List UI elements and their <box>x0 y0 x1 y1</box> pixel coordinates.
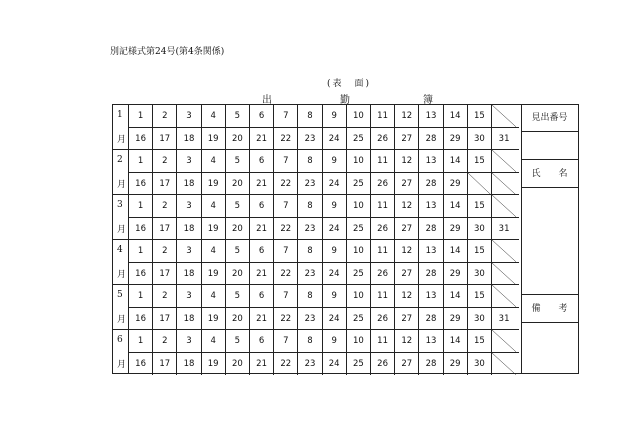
day-cell[interactable]: 9 <box>323 105 347 127</box>
day-cell[interactable]: 5 <box>226 195 250 217</box>
day-row <box>129 352 519 375</box>
day-cell[interactable]: 7 <box>274 285 298 307</box>
slashed-cell <box>492 285 516 307</box>
day-cell[interactable]: 24 <box>323 128 347 150</box>
day-cell[interactable]: 29 <box>444 173 468 195</box>
month-number: 2 <box>117 155 123 165</box>
day-cell[interactable]: 5 <box>226 240 250 262</box>
slashed-cell <box>492 173 516 195</box>
reference-number-field[interactable] <box>521 132 578 160</box>
day-cell[interactable]: 30 <box>468 308 492 330</box>
day-cell[interactable]: 14 <box>444 330 468 352</box>
day-cell[interactable]: 3 <box>177 240 201 262</box>
day-cell[interactable]: 19 <box>202 173 226 195</box>
day-row <box>129 172 519 195</box>
day-cell[interactable]: 8 <box>298 105 322 127</box>
day-cell[interactable]: 19 <box>202 308 226 330</box>
day-cell[interactable]: 8 <box>298 330 322 352</box>
title-part-3: 簿 <box>423 95 433 106</box>
day-cell[interactable]: 27 <box>395 308 419 330</box>
day-cell[interactable]: 23 <box>298 263 322 285</box>
day-cell[interactable]: 22 <box>274 218 298 240</box>
day-cell[interactable]: 23 <box>298 353 322 375</box>
day-cell[interactable]: 28 <box>419 353 443 375</box>
day-cell[interactable]: 15 <box>468 285 492 307</box>
day-cell[interactable]: 20 <box>226 308 250 330</box>
day-row <box>129 262 519 285</box>
day-cell[interactable]: 6 <box>250 285 274 307</box>
day-cell[interactable]: 19 <box>202 263 226 285</box>
day-cell[interactable]: 24 <box>323 308 347 330</box>
day-cell[interactable]: 10 <box>347 240 371 262</box>
day-cell[interactable]: 28 <box>419 308 443 330</box>
day-cell[interactable]: 2 <box>153 195 177 217</box>
day-cell[interactable]: 12 <box>395 105 419 127</box>
slashed-cell <box>492 195 516 217</box>
day-cell[interactable]: 27 <box>395 218 419 240</box>
day-cell[interactable]: 31 <box>498 314 510 324</box>
day-cell[interactable]: 27 <box>395 353 419 375</box>
day-cell[interactable]: 11 <box>371 105 395 127</box>
slashed-cell <box>468 173 492 195</box>
day-cell[interactable]: 22 <box>274 308 298 330</box>
day-cell[interactable]: 25 <box>347 263 371 285</box>
day-row <box>129 217 519 240</box>
day-cell[interactable]: 3 <box>177 195 201 217</box>
day-cell[interactable]: 17 <box>153 263 177 285</box>
month-number: 6 <box>117 335 123 345</box>
remarks-label: 備 考 <box>521 295 578 323</box>
day-cell[interactable]: 1 <box>129 195 153 217</box>
day-cell[interactable]: 19 <box>202 128 226 150</box>
day-cell[interactable]: 13 <box>419 195 443 217</box>
day-cell[interactable]: 24 <box>323 218 347 240</box>
month-block <box>113 240 519 285</box>
day-cell[interactable]: 10 <box>347 330 371 352</box>
day-cell[interactable]: 25 <box>347 353 371 375</box>
day-cell[interactable]: 15 <box>468 330 492 352</box>
day-row <box>129 330 519 352</box>
day-cell[interactable]: 26 <box>371 308 395 330</box>
month-block <box>113 150 519 195</box>
month-label <box>113 195 129 239</box>
day-cell[interactable]: 4 <box>202 150 226 172</box>
day-cell[interactable]: 20 <box>226 173 250 195</box>
day-cell[interactable]: 18 <box>177 128 201 150</box>
day-cell[interactable]: 7 <box>274 105 298 127</box>
day-cell[interactable]: 20 <box>226 353 250 375</box>
month-block <box>113 285 519 330</box>
day-cell[interactable]: 16 <box>129 218 153 240</box>
day-cell[interactable]: 9 <box>323 150 347 172</box>
day-cell[interactable]: 10 <box>347 195 371 217</box>
day-cell[interactable]: 4 <box>202 285 226 307</box>
day-cell[interactable]: 19 <box>202 353 226 375</box>
month-number: 5 <box>117 290 123 300</box>
day-cell[interactable]: 31 <box>498 224 510 234</box>
day-cell[interactable]: 15 <box>468 240 492 262</box>
day-cell[interactable]: 3 <box>177 105 201 127</box>
day-cell[interactable]: 27 <box>395 173 419 195</box>
day-cell[interactable]: 12 <box>395 240 419 262</box>
slashed-cell <box>492 240 516 262</box>
day-cell[interactable]: 29 <box>444 353 468 375</box>
reference-number-label: 見出番号 <box>521 105 578 132</box>
day-cell[interactable]: 14 <box>444 150 468 172</box>
slashed-cell <box>492 105 516 127</box>
day-cell[interactable]: 20 <box>226 128 250 150</box>
day-cell[interactable]: 21 <box>250 308 274 330</box>
day-row <box>129 307 519 330</box>
month-number: 1 <box>117 110 123 120</box>
day-cell[interactable]: 3 <box>177 285 201 307</box>
day-cell[interactable]: 21 <box>250 128 274 150</box>
day-cell[interactable]: 8 <box>298 195 322 217</box>
day-row <box>129 240 519 262</box>
day-cell[interactable]: 6 <box>250 330 274 352</box>
day-cell[interactable]: 1 <box>129 105 153 127</box>
form-number: 別記様式第24号(第4条関係) <box>110 47 225 57</box>
day-cell[interactable]: 11 <box>371 150 395 172</box>
day-cell[interactable]: 14 <box>444 195 468 217</box>
month-label <box>113 330 129 374</box>
day-cell[interactable]: 28 <box>419 218 443 240</box>
side-panel <box>521 104 579 374</box>
month-block <box>113 195 519 240</box>
month-unit: 月 <box>117 315 127 325</box>
slashed-cell <box>492 353 516 375</box>
slashed-cell <box>492 330 516 352</box>
day-cell[interactable]: 24 <box>323 173 347 195</box>
day-cell[interactable]: 17 <box>153 308 177 330</box>
day-cell[interactable]: 3 <box>177 150 201 172</box>
day-cell[interactable]: 24 <box>323 353 347 375</box>
day-cell[interactable]: 7 <box>274 240 298 262</box>
day-cell[interactable]: 28 <box>419 173 443 195</box>
day-cell[interactable]: 17 <box>153 353 177 375</box>
day-cell[interactable]: 1 <box>129 150 153 172</box>
day-cell[interactable]: 15 <box>468 105 492 127</box>
day-cell[interactable]: 13 <box>419 150 443 172</box>
day-cell[interactable]: 26 <box>371 173 395 195</box>
month-block <box>113 105 519 150</box>
day-cell[interactable]: 12 <box>395 195 419 217</box>
day-cell[interactable]: 23 <box>298 173 322 195</box>
month-label <box>113 240 129 284</box>
day-row <box>129 105 519 127</box>
day-cell[interactable]: 10 <box>347 150 371 172</box>
day-cell[interactable]: 17 <box>153 173 177 195</box>
day-cell[interactable]: 7 <box>274 195 298 217</box>
day-cell[interactable]: 3 <box>177 330 201 352</box>
month-number: 4 <box>117 245 123 255</box>
month-label <box>113 150 129 194</box>
month-unit: 月 <box>117 360 127 370</box>
day-cell[interactable]: 8 <box>298 285 322 307</box>
day-cell[interactable]: 18 <box>177 263 201 285</box>
day-cell[interactable]: 4 <box>202 195 226 217</box>
day-cell[interactable]: 14 <box>444 240 468 262</box>
day-cell[interactable]: 2 <box>153 150 177 172</box>
day-cell[interactable]: 18 <box>177 353 201 375</box>
day-cell[interactable]: 30 <box>468 218 492 240</box>
day-cell[interactable]: 25 <box>347 173 371 195</box>
day-cell[interactable]: 6 <box>250 105 274 127</box>
day-cell[interactable]: 16 <box>129 353 153 375</box>
day-cell[interactable]: 18 <box>177 218 201 240</box>
day-cell[interactable]: 22 <box>274 128 298 150</box>
month-unit: 月 <box>117 135 127 145</box>
day-cell[interactable]: 9 <box>323 285 347 307</box>
title-part-2: 勤 <box>340 95 350 106</box>
day-cell[interactable]: 11 <box>371 195 395 217</box>
day-cell[interactable]: 2 <box>153 105 177 127</box>
day-cell[interactable]: 27 <box>395 263 419 285</box>
day-cell[interactable]: 30 <box>468 353 492 375</box>
day-cell[interactable]: 6 <box>250 150 274 172</box>
day-cell[interactable]: 21 <box>250 173 274 195</box>
day-cell[interactable]: 23 <box>298 128 322 150</box>
day-cell[interactable]: 7 <box>274 150 298 172</box>
day-cell[interactable]: 30 <box>468 128 492 150</box>
name-field[interactable] <box>521 188 578 295</box>
day-cell[interactable]: 9 <box>323 330 347 352</box>
day-cell[interactable]: 26 <box>371 263 395 285</box>
day-cell[interactable]: 14 <box>444 285 468 307</box>
day-cell[interactable]: 16 <box>129 128 153 150</box>
day-row <box>129 150 519 172</box>
day-cell[interactable]: 26 <box>371 353 395 375</box>
day-cell[interactable]: 4 <box>202 330 226 352</box>
day-cell[interactable]: 12 <box>395 285 419 307</box>
day-cell[interactable]: 26 <box>371 128 395 150</box>
day-cell[interactable]: 22 <box>274 353 298 375</box>
day-cell[interactable]: 29 <box>444 263 468 285</box>
day-cell[interactable]: 5 <box>226 285 250 307</box>
day-cell[interactable]: 16 <box>129 308 153 330</box>
day-cell[interactable]: 13 <box>419 240 443 262</box>
day-cell[interactable]: 20 <box>226 218 250 240</box>
day-cell[interactable]: 6 <box>250 240 274 262</box>
day-row <box>129 285 519 307</box>
day-cell[interactable]: 29 <box>444 218 468 240</box>
day-cell[interactable]: 9 <box>323 195 347 217</box>
day-cell[interactable]: 28 <box>419 263 443 285</box>
day-cell[interactable]: 8 <box>298 150 322 172</box>
day-cell[interactable]: 16 <box>129 173 153 195</box>
day-cell[interactable]: 13 <box>419 330 443 352</box>
day-cell[interactable]: 29 <box>444 308 468 330</box>
day-cell[interactable]: 11 <box>371 330 395 352</box>
day-cell[interactable]: 1 <box>129 285 153 307</box>
day-cell[interactable]: 27 <box>395 128 419 150</box>
day-cell[interactable]: 2 <box>153 330 177 352</box>
day-cell[interactable]: 31 <box>498 134 510 144</box>
surface-label: (表 面) <box>327 79 372 89</box>
slashed-cell <box>492 150 516 172</box>
day-cell[interactable]: 2 <box>153 285 177 307</box>
day-cell[interactable]: 17 <box>153 218 177 240</box>
day-cell[interactable]: 12 <box>395 330 419 352</box>
month-label <box>113 105 129 149</box>
day-cell[interactable]: 14 <box>444 105 468 127</box>
day-cell[interactable]: 21 <box>250 218 274 240</box>
day-cell[interactable]: 10 <box>347 285 371 307</box>
day-cell[interactable]: 5 <box>226 150 250 172</box>
slashed-cell <box>492 263 516 285</box>
day-cell[interactable]: 5 <box>226 330 250 352</box>
day-cell[interactable]: 22 <box>274 173 298 195</box>
day-cell[interactable]: 15 <box>468 195 492 217</box>
day-cell[interactable]: 21 <box>250 353 274 375</box>
day-cell[interactable]: 18 <box>177 308 201 330</box>
day-cell[interactable]: 30 <box>468 263 492 285</box>
attendance-grid <box>112 104 522 374</box>
day-cell[interactable]: 25 <box>347 308 371 330</box>
day-cell[interactable]: 8 <box>298 240 322 262</box>
day-cell[interactable]: 25 <box>347 218 371 240</box>
day-cell[interactable]: 16 <box>129 263 153 285</box>
day-cell[interactable]: 10 <box>347 105 371 127</box>
remarks-field[interactable] <box>521 323 578 375</box>
month-unit: 月 <box>117 225 127 235</box>
day-cell[interactable]: 29 <box>444 128 468 150</box>
day-cell[interactable]: 17 <box>153 128 177 150</box>
day-cell[interactable]: 28 <box>419 128 443 150</box>
day-cell[interactable]: 2 <box>153 240 177 262</box>
day-cell[interactable]: 23 <box>298 308 322 330</box>
day-cell[interactable]: 1 <box>129 330 153 352</box>
day-cell[interactable]: 21 <box>250 263 274 285</box>
day-cell[interactable]: 4 <box>202 240 226 262</box>
day-cell[interactable]: 12 <box>395 150 419 172</box>
day-cell[interactable]: 24 <box>323 263 347 285</box>
day-cell[interactable]: 20 <box>226 263 250 285</box>
day-cell[interactable]: 26 <box>371 218 395 240</box>
day-row <box>129 195 519 217</box>
day-cell[interactable]: 11 <box>371 285 395 307</box>
day-cell[interactable]: 4 <box>202 105 226 127</box>
day-cell[interactable]: 25 <box>347 128 371 150</box>
day-cell[interactable]: 7 <box>274 330 298 352</box>
month-number: 3 <box>117 200 123 210</box>
day-cell[interactable]: 1 <box>129 240 153 262</box>
day-cell[interactable]: 15 <box>468 150 492 172</box>
name-label: 氏 名 <box>521 160 578 188</box>
day-cell[interactable]: 23 <box>298 218 322 240</box>
day-cell[interactable]: 22 <box>274 263 298 285</box>
month-label <box>113 285 129 329</box>
day-cell[interactable]: 6 <box>250 195 274 217</box>
title-part-1: 出 <box>262 95 272 106</box>
month-block <box>113 330 519 375</box>
day-cell[interactable]: 9 <box>323 240 347 262</box>
day-cell[interactable]: 11 <box>371 240 395 262</box>
day-cell[interactable]: 5 <box>226 105 250 127</box>
day-cell[interactable]: 13 <box>419 285 443 307</box>
day-row <box>129 127 519 150</box>
day-cell[interactable]: 13 <box>419 105 443 127</box>
day-cell[interactable]: 19 <box>202 218 226 240</box>
month-unit: 月 <box>117 180 127 190</box>
month-unit: 月 <box>117 270 127 280</box>
day-cell[interactable]: 18 <box>177 173 201 195</box>
